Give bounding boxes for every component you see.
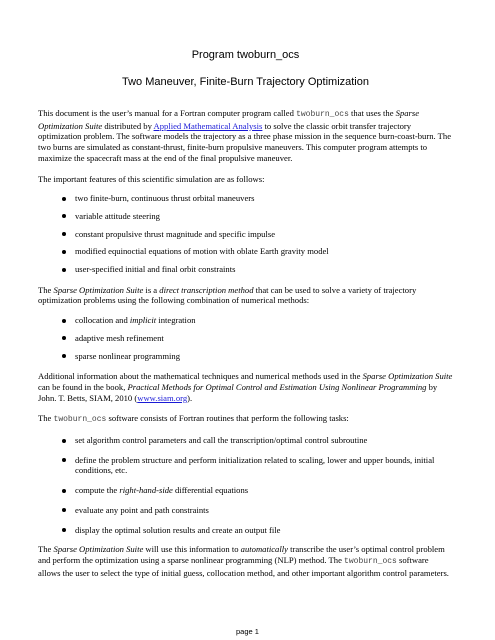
suite-name: Sparse Optimization Suite <box>53 544 144 555</box>
bullet-icon <box>62 458 66 462</box>
list-item-text: set algorithm control parameters and call the transcription/optimal control subroutine <box>75 435 368 446</box>
bullet-icon <box>62 508 66 512</box>
bullet-icon <box>62 439 66 443</box>
bullet-icon <box>62 232 66 236</box>
list-item-text: constant propulsive thrust magnitude and specific impulse <box>75 228 276 239</box>
additional-text-3: by John. T. Betts, SIAM, 2010 ( <box>38 381 438 403</box>
list-item-text: two finite-burn, continuous thrust orbital maneuvers <box>75 193 255 204</box>
list-item-text: differential equations <box>172 485 249 496</box>
features-list <box>38 193 453 275</box>
document-title: Program twoburn_ocs <box>191 49 300 61</box>
list-item-text: integration <box>156 315 196 326</box>
method-text-2: is a <box>143 284 160 295</box>
list-item <box>38 435 453 446</box>
list-item <box>38 351 453 362</box>
intro-text-2: that uses the <box>348 108 396 118</box>
list-item-text: user-specified initial and final orbit constraints <box>75 264 236 275</box>
bullet-icon <box>62 268 66 272</box>
program-name-code: twoburn_ocs <box>296 110 349 119</box>
method-emphasis: direct transcription method <box>159 284 254 295</box>
page-number: page 1 <box>236 627 259 636</box>
siam-link[interactable]: www.siam.org <box>137 392 188 403</box>
closing-text-4: software allows the user to select the type of initial guess, collocation method, and other important algorithm control parameters. <box>38 554 449 578</box>
routines-text-2: software consists of Fortran routines that perform the following tasks: <box>106 413 349 424</box>
list-item <box>38 333 453 344</box>
list-item <box>38 229 453 240</box>
methods-list <box>38 315 453 361</box>
routines-text-1: The <box>38 413 54 424</box>
routines-paragraph <box>38 413 453 426</box>
additional-text-2: can be found in the book, <box>38 381 128 392</box>
list-item-text: evaluate any point and path constraints <box>75 504 209 515</box>
list-item-text: modified equinoctial equations of motion with oblate Earth gravity model <box>75 246 329 257</box>
additional-info-paragraph <box>38 371 453 403</box>
ama-link[interactable]: Applied Mathematical Analysis <box>153 120 263 131</box>
suite-name: Sparse Optimization Suite <box>53 284 144 295</box>
bullet-icon <box>62 354 66 358</box>
list-item-emphasis: right-hand-side <box>119 485 173 496</box>
bullet-icon <box>62 528 66 532</box>
list-item-text: compute the <box>75 485 120 496</box>
list-item-text: variable attitude steering <box>75 210 160 221</box>
bullet-icon <box>62 197 66 201</box>
list-item <box>38 264 453 275</box>
list-item-text: define the problem structure and perform initialization related to scaling, lower and upper bounds, initial conditions, etc. <box>75 454 435 476</box>
list-item <box>38 246 453 257</box>
suite-name: Sparse Optimization Suite <box>362 371 453 382</box>
bullet-icon <box>62 214 66 218</box>
list-item <box>38 315 453 326</box>
closing-text-2: will use this information to <box>143 544 241 555</box>
additional-text-4: ). <box>187 392 193 403</box>
list-item-text: sparse nonlinear programming <box>75 350 181 361</box>
list-item <box>38 211 453 222</box>
suite-name: Sparse Optimization Suite <box>38 108 420 131</box>
closing-text-1: The <box>38 544 54 555</box>
intro-text-3: distributed by <box>102 120 154 131</box>
method-text-1: The <box>38 284 54 295</box>
document-subtitle: Two Maneuver, Finite-Burn Trajectory Optimization <box>122 76 369 88</box>
book-title: Practical Methods for Optimal Control and Estimation Using Nonlinear Programming <box>127 381 427 392</box>
bullet-icon <box>62 319 66 323</box>
method-paragraph <box>38 285 453 306</box>
list-item <box>38 193 453 204</box>
closing-emphasis: automatically <box>240 544 288 555</box>
closing-paragraph <box>38 544 453 578</box>
routines-list <box>38 435 453 535</box>
list-item <box>38 505 453 516</box>
method-text-3: that can be used to solve a variety of trajectory optimization problems using the following combination of numerical methods: <box>38 284 417 306</box>
intro-text-4: to solve the classic orbit transfer trajectory optimization problem. The software models the trajectory as a three phase mission in the sequence burn-coast-burn. The two burns are simulated as constant-thrust, finite-burn propulsive maneuvers. This computer program attempts to maximize the spacecraft mass at the end of the final propulsive maneuver. <box>38 120 452 163</box>
features-heading: The important features of this scientific simulation are as follows: <box>38 173 265 184</box>
list-item <box>38 485 453 496</box>
list-item-text: collocation and <box>75 315 130 326</box>
list-item-text: display the optimal solution results and create an output file <box>75 524 281 535</box>
intro-paragraph <box>38 108 453 164</box>
closing-text-3: transcribe the user’s optimal control problem and perform the optimization using a sparse nonlinear programming (NLP) method. The <box>38 544 445 565</box>
list-item <box>38 455 453 476</box>
list-item-text: adaptive mesh refinement <box>75 332 164 343</box>
additional-text-1: Additional information about the mathematical techniques and numerical methods used in the <box>38 371 363 382</box>
bullet-icon <box>62 489 66 493</box>
bullet-icon <box>62 250 66 254</box>
program-name-code: twoburn_ocs <box>344 556 397 566</box>
program-name-code: twoburn_ocs <box>53 415 107 425</box>
list-item <box>38 525 453 536</box>
bullet-icon <box>62 336 66 340</box>
list-item-emphasis: implicit <box>129 315 157 326</box>
intro-text-1: This document is the user’s manual for a Fortran computer program called <box>38 108 297 118</box>
